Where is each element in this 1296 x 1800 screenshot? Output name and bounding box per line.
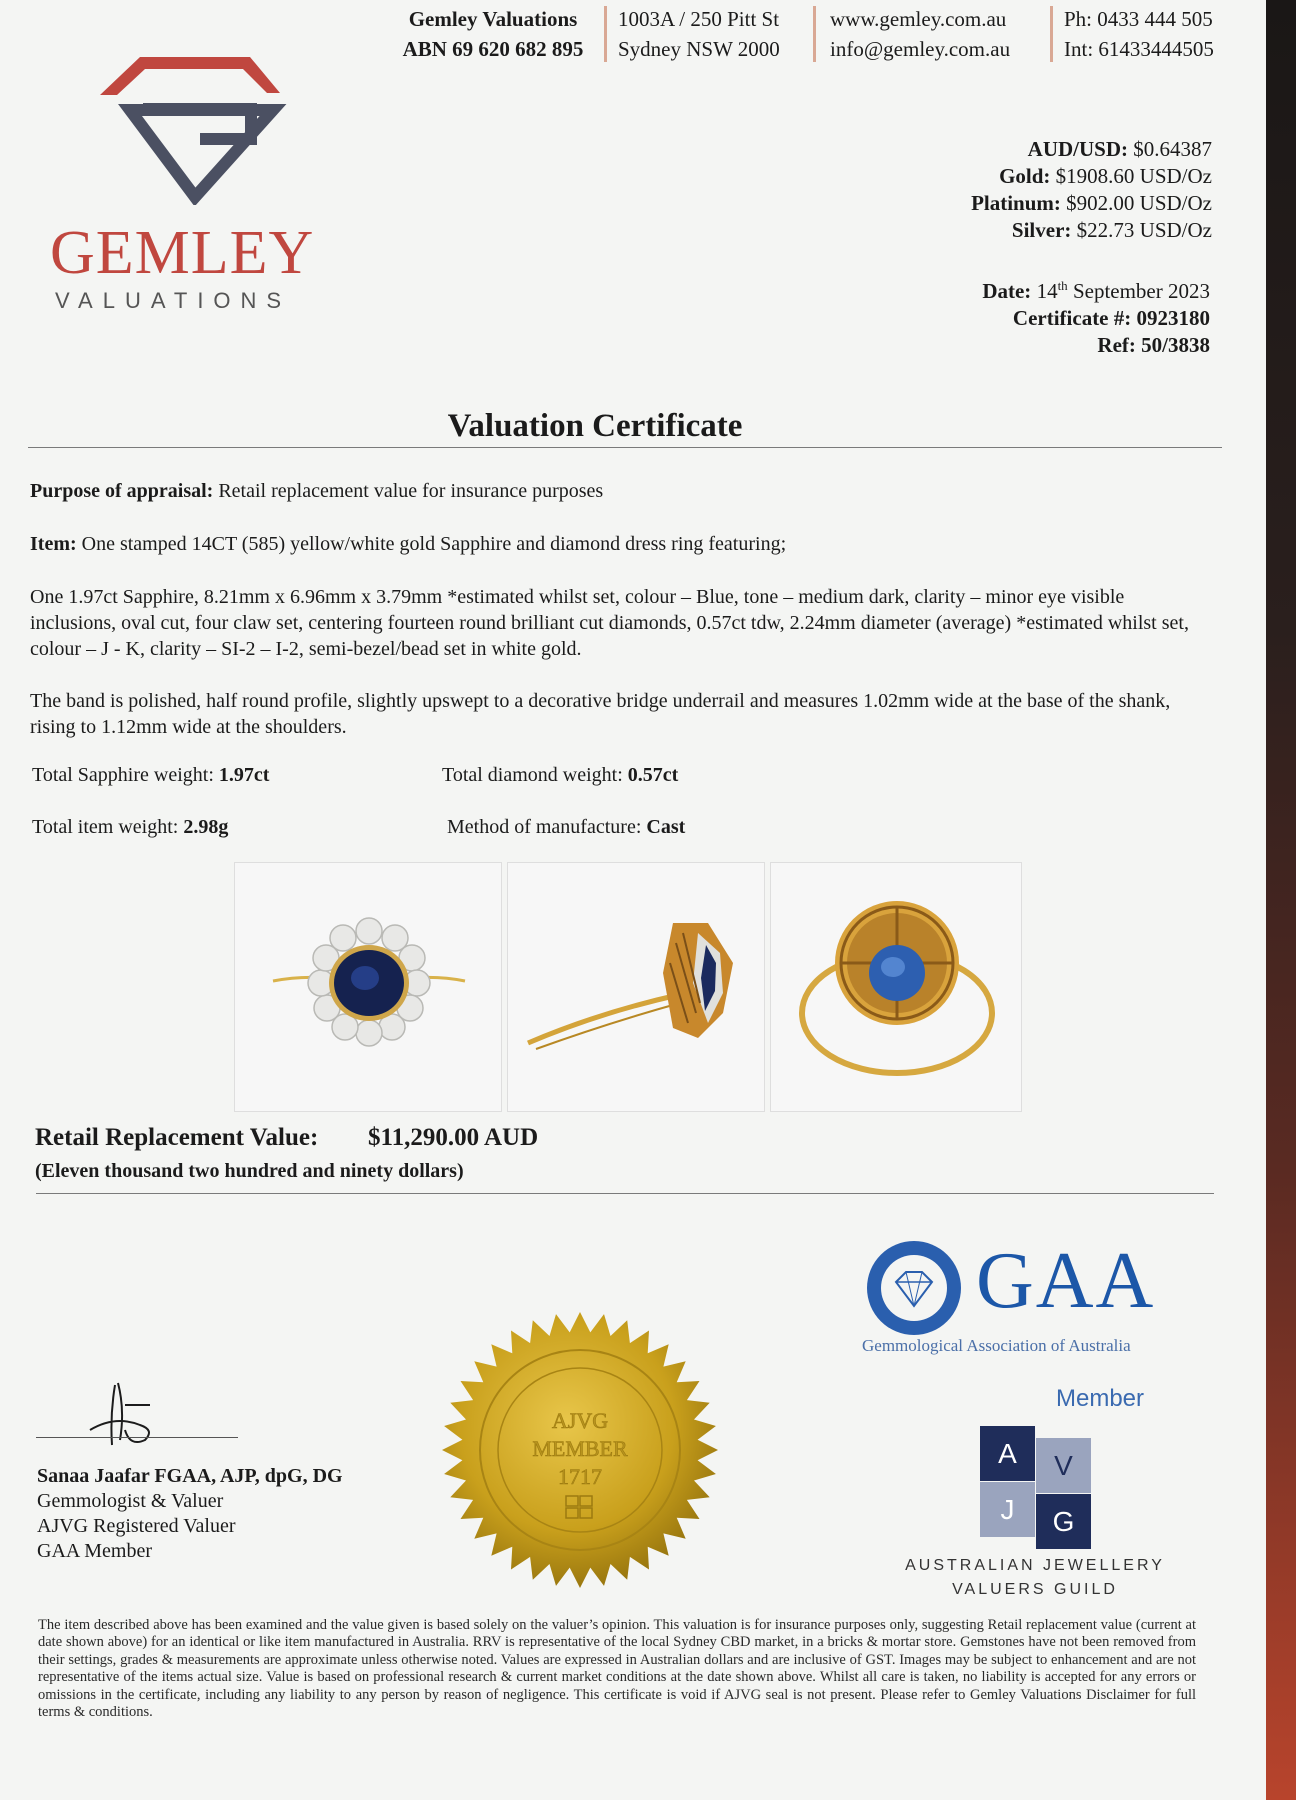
certificate-meta — [982, 272, 1210, 359]
signer-title: GAA Member — [37, 1540, 152, 1562]
rrv-label: Retail Replacement Value: — [35, 1124, 319, 1151]
ajvg-letter-g: G — [1036, 1494, 1091, 1549]
intl-phone-number: Int: 61433444505 — [1064, 37, 1214, 61]
header-web — [830, 4, 1045, 64]
gem-description: One 1.97ct Sapphire, 8.21mm x 6.96mm x 3.79mm *estimated whilst set, colour – Blue, tone – medium dark, clarity – minor eye visible inclusions, oval cut, four claw set, centering fourteen round brilliant cut diamonds, 0.57ct tdw, 2.24mm diameter (average) *estimated whilst set, colour – J - K, clarity – SI-2 – I-2, semi-bezel/bead set in white gold. — [30, 586, 1189, 660]
ring-side-view-image — [507, 862, 765, 1112]
title-rule — [28, 447, 1222, 448]
address-line-1: 1003A / 250 Pitt St — [618, 7, 780, 31]
signer-block — [37, 1464, 343, 1564]
phone-number: Ph: 0433 444 505 — [1064, 7, 1213, 31]
item-line: Item: One stamped 14CT (585) yellow/white gold Sapphire and diamond dress ring featuring; — [30, 533, 787, 555]
value-rule — [36, 1193, 1214, 1194]
cert-ref: Ref: 50/3838 — [1097, 333, 1210, 357]
svg-text:1717: 1717 — [558, 1464, 602, 1489]
gaa-member-label: Member — [1056, 1385, 1145, 1412]
ajvg-letter-a: A — [980, 1426, 1035, 1481]
cert-date: Date: 14th September 2023 — [982, 278, 1210, 303]
signer-title: AJVG Registered Valuer — [37, 1515, 236, 1537]
svg-text:MEMBER: MEMBER — [532, 1436, 628, 1461]
rrv-amount: $11,290.00 AUD — [368, 1124, 539, 1151]
gem-icon — [95, 55, 295, 205]
address-line-2: Sydney NSW 2000 — [618, 37, 780, 61]
sapphire-weight: Total Sapphire weight: 1.97ct — [32, 764, 270, 786]
manufacture-method: Method of manufacture: Cast — [447, 816, 686, 838]
gaa-logo-text: GAA — [976, 1237, 1156, 1325]
header-address — [618, 4, 808, 64]
website-link[interactable]: www.gemley.com.au — [830, 7, 1007, 31]
logo-wordmark: GEMLEY — [50, 219, 315, 287]
signature-image — [70, 1375, 180, 1455]
header-divider — [1050, 6, 1053, 62]
decorative-side-bar — [1266, 0, 1296, 1800]
ring-top-view-image — [234, 862, 502, 1112]
header-phone — [1064, 4, 1259, 64]
logo-subtitle: VALUATIONS — [55, 288, 292, 313]
ajvg-letter-j: J — [980, 1482, 1035, 1537]
rate-gold: Gold: $1908.60 USD/Oz — [999, 164, 1212, 188]
rrv-words: (Eleven thousand two hundred and ninety dollars) — [35, 1160, 464, 1182]
gaa-emblem-icon — [864, 1238, 964, 1338]
svg-text:AJVG: AJVG — [551, 1408, 609, 1433]
rate-aud-usd: AUD/USD: $0.64387 — [1027, 137, 1212, 161]
ajvg-name: AUSTRALIAN JEWELLERY VALUERS GUILD — [905, 1557, 1165, 1598]
company-name: Gemley Valuations — [408, 7, 578, 31]
ajvg-seal-icon — [440, 1310, 720, 1590]
disclaimer-text: The item described above has been examined and the value given is based solely on the valuer’s opinion. This valuation is for insurance purposes only, suggesting Retail replacement value (current at date shown above) for an identical or like item manufactured in Australia. RRV is representative of the local Sydney CBD market, in a bricks & mortar store. Gemstones have not been removed from their settings, grades & measurements are approximate unless otherwise noted. Values are expressed in Australian dollars and are inclusive of GST. Images may be subject to enhancement and are not representative of the items actual size. Value is based on professional research & current market conditions at the date shown above. Whilst all care is taken, no liability is accepted for any errors or omissions in the certificate, including any liability to any person by reason of negligence. This certificate is void if AJVG seal is not present. Please refer to Gemley Valuations Disclaimer for full terms & conditions. — [38, 1617, 1196, 1721]
item-weight: Total item weight: 2.98g — [32, 816, 229, 838]
email-link[interactable]: info@gemley.com.au — [830, 37, 1011, 61]
ring-back-view-image — [770, 862, 1022, 1112]
rate-platinum: Platinum: $902.00 USD/Oz — [971, 191, 1212, 215]
gaa-full-name: Gemmological Association of Australia — [862, 1336, 1131, 1355]
signer-title: Gemmologist & Valuer — [37, 1490, 224, 1512]
header-divider — [813, 6, 816, 62]
ajvg-letter-v: V — [1036, 1438, 1091, 1493]
company-abn: ABN 69 620 682 895 — [402, 37, 584, 61]
signer-name: Sanaa Jaafar FGAA, AJP, dpG, DG — [37, 1465, 343, 1487]
header-company — [393, 4, 593, 64]
signature-line — [36, 1437, 238, 1438]
diamond-weight: Total diamond weight: 0.57ct — [442, 764, 679, 786]
band-description: The band is polished, half round profile, slightly upswept to a decorative bridge underrail and measures 1.02mm wide at the base of the shank, rising to 1.12mm wide at the shoulders. — [30, 690, 1171, 738]
header-divider — [604, 6, 607, 62]
rate-silver: Silver: $22.73 USD/Oz — [1011, 218, 1212, 242]
metal-rates — [971, 136, 1212, 244]
purpose-line: Purpose of appraisal: Retail replacement value for insurance purposes — [30, 480, 604, 502]
cert-number: Certificate #: 0923180 — [1012, 306, 1210, 330]
page-title: Valuation Certificate — [447, 408, 743, 444]
